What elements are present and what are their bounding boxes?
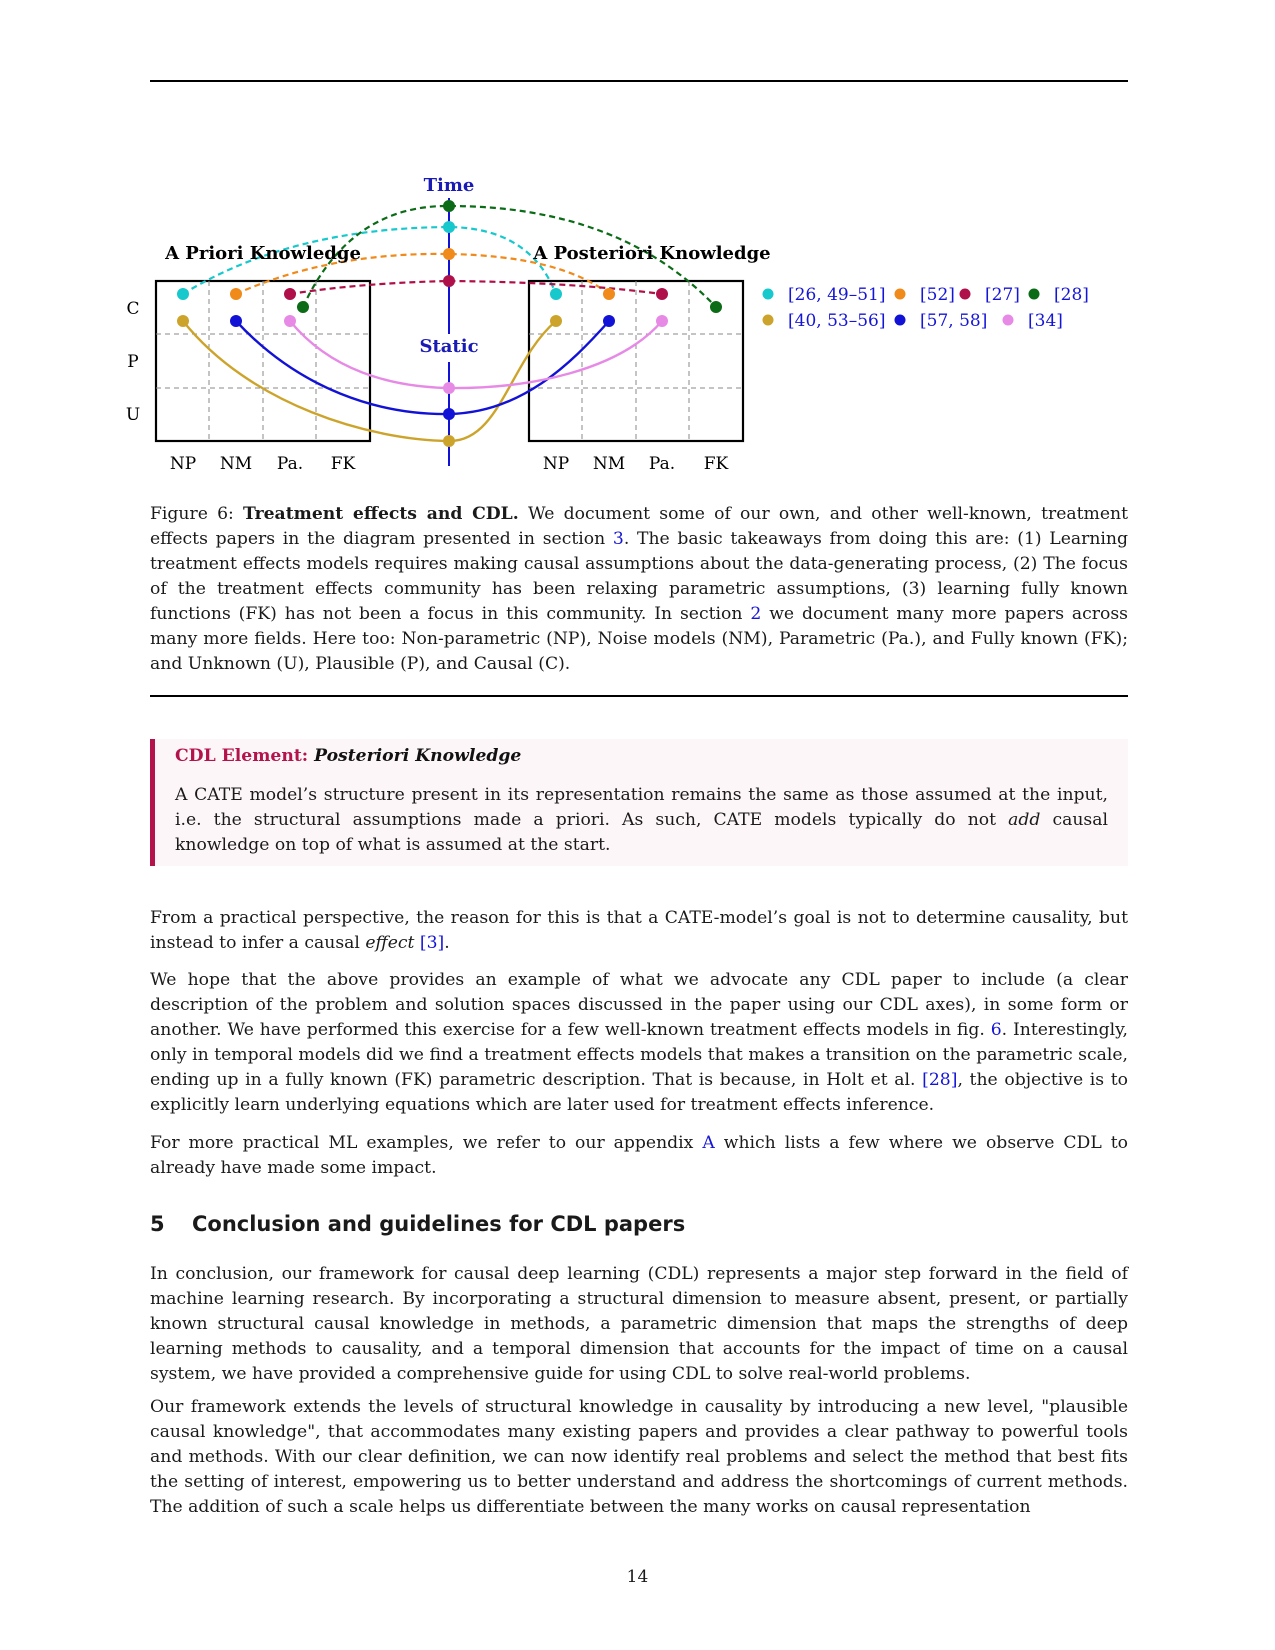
left-dots — [177, 288, 309, 327]
time-label: Time — [423, 175, 475, 196]
curve-blue — [236, 321, 609, 414]
paragraph-hope: We hope that the above provides an example of what we advocate any CDL paper to include (a clear description of the problem and solution spaces discussed in the paper using our CDL axes), in some form or another. We have performed this exercise for a few well-known treatment effects models in fig. 6. Interestingly, only in temporal models did we find a treatment effects models that makes a transition on the parametric scale, ending up in a fully known (FK) parametric description. That is because, in Holt et al. [28], the objective is to explicitly learn underlying equations which are later used for treatment effects inference. — [150, 970, 1128, 1115]
legend-ref[interactable]: [26, 49–51] — [788, 285, 886, 305]
right-col-fk: FK — [703, 454, 729, 474]
legend-ref[interactable]: [27] — [985, 285, 1020, 305]
left-col-pa: Pa. — [276, 454, 304, 474]
figure-link[interactable]: 6 — [990, 1020, 1002, 1040]
cdl-element-box — [150, 739, 1128, 866]
legend-ref[interactable]: [34] — [1028, 311, 1063, 331]
page-number: 14 — [626, 1567, 649, 1587]
conclusion-paragraph-2: Our framework extends the levels of structural knowledge in causality by introducing a new level, "plausible causal knowledge", that accommodates many existing papers and provides a clear pathway to powerful tools and methods. With our clear definition, we can now identify real problems and select the method that best fits the setting of interest, empowering us to better understand and address the shortcomings of current methods. The addition of such a scale helps us differentiate between the many works on causal representation — [150, 1397, 1128, 1517]
box-accent-bar — [150, 739, 155, 866]
legend-ref[interactable]: [52] — [920, 285, 955, 305]
legend-ref[interactable]: [40, 53–56] — [788, 311, 886, 331]
citation-link[interactable]: [28] — [922, 1070, 958, 1090]
right-col-pa: Pa. — [648, 454, 676, 474]
box-heading: CDL Element: Posteriori Knowledge — [175, 746, 522, 766]
caption-title: Treatment effects and CDL. — [243, 504, 519, 524]
appendix-link[interactable]: A — [702, 1133, 715, 1153]
caption-rule — [150, 695, 1128, 697]
section-heading: 5 Conclusion and guidelines for CDL papers — [150, 1212, 686, 1236]
section-link[interactable]: 2 — [750, 604, 762, 624]
a-priori-title: A Priori Knowledge — [165, 243, 361, 264]
left-col-nm: NM — [219, 454, 253, 474]
box-body: A CATE model’s structure present in its representation remains the same as those assumed at the input, i.e. the structural assumptions made a priori. As such, CATE models typically do not add causal knowledge on top of what is assumed at the start. — [175, 785, 1108, 855]
left-col-np: NP — [169, 454, 197, 474]
figure-caption: Figure 6: Treatment effects and CDL. We document some of our own, and other well-known, treatment effects papers in the diagram presented in section 3. The basic takeaways from doing this are: (1) Learning treatment effects models requires making causal assumptions about the data-generating process, (2) The focus of the treatment effects community has been relaxing parametric assumptions, (3) learning fully known functions (FK) has not been a focus in this community. In section 2 we document many more papers across many more fields. Here too: Non-parametric (NP), Noise models (NM), Parametric (Pa.), and Fully known (FK); and Unknown (U), Plausible (P), and Causal (C). — [150, 504, 1128, 674]
row-label-c: C — [126, 299, 140, 319]
paragraph-examples: For more practical ML examples, we refer to our appendix A which lists a few where we observe CDL to already have made some impact. — [150, 1133, 1128, 1178]
paragraph-practical: From a practical perspective, the reason for this is that a CATE-model’s goal is not to determine causality, but instead to infer a causal effect [3]. — [150, 908, 1128, 953]
legend — [763, 285, 1089, 331]
legend-ref[interactable]: [57, 58] — [920, 311, 988, 331]
row-label-u: U — [125, 405, 141, 425]
left-col-fk: FK — [330, 454, 356, 474]
row-label-p: P — [127, 352, 139, 372]
conclusion-paragraph-1: In conclusion, our framework for causal deep learning (CDL) represents a major step forward in the field of machine learning research. By incorporating a structural dimension to measure absent, present, or partially known structural causal knowledge in methods, a parametric dimension that maps the strengths of deep learning methods to causality, and a temporal dimension that accounts for the impact of time on a causal system, we have provided a comprehensive guide for using CDL to solve real-world problems. — [150, 1264, 1128, 1384]
right-col-nm: NM — [592, 454, 626, 474]
legend-ref[interactable]: [28] — [1054, 285, 1089, 305]
treatment-effects-diagram — [0, 0, 1275, 480]
citation-link[interactable]: [3] — [419, 933, 445, 953]
section-link[interactable]: 3 — [612, 529, 624, 549]
a-posteriori-title: A Posteriori Knowledge — [533, 243, 771, 264]
static-label: Static — [419, 336, 479, 357]
right-col-np: NP — [542, 454, 570, 474]
